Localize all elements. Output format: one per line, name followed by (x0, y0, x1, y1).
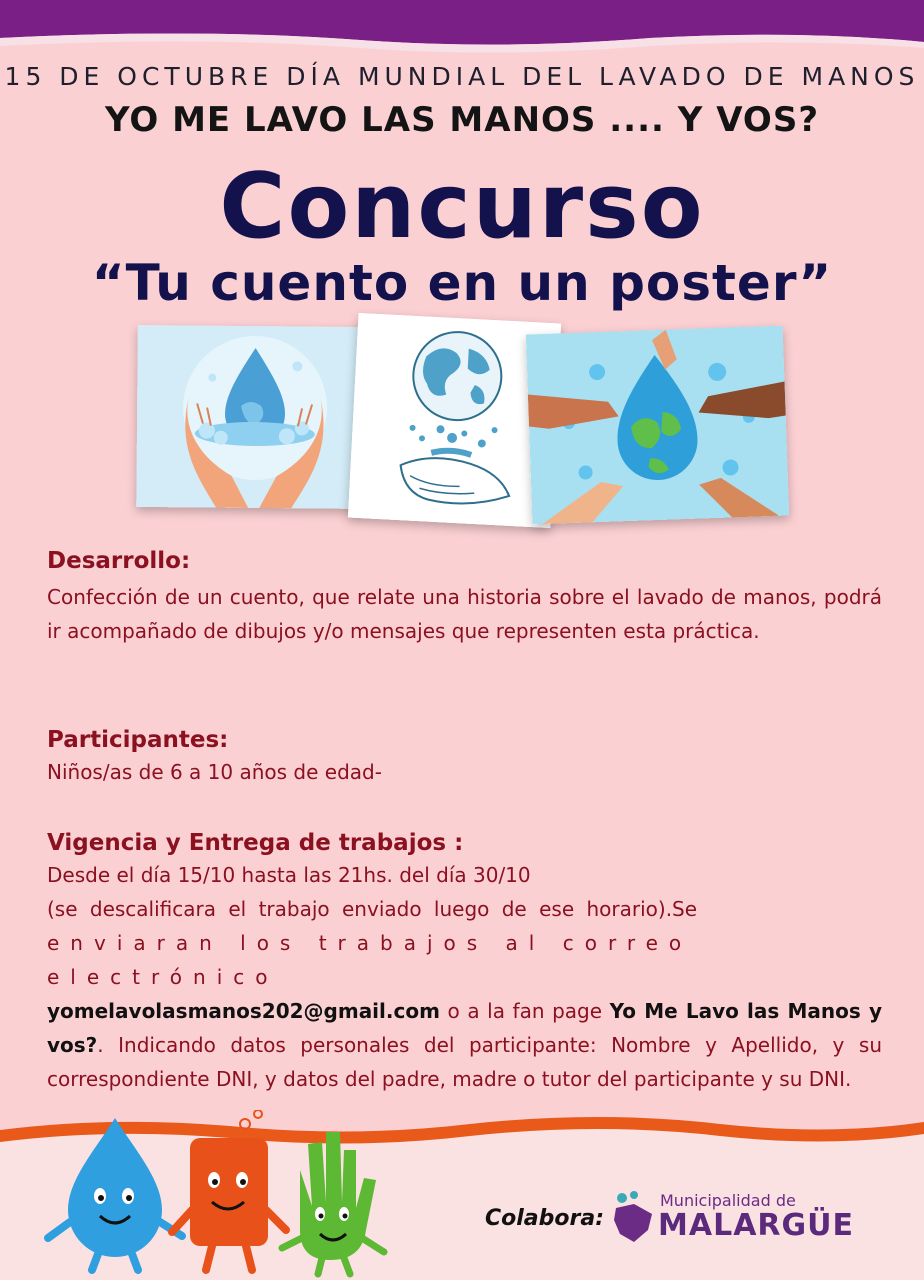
desarrollo-section (47, 548, 882, 648)
desarrollo-text: Confección de un cuento, que relate una historia sobre el lavado de manos, podrá ir acompañado de dibujos y/o mensajes que representen esta práctica. (47, 585, 882, 643)
participantes-heading: Participantes: (47, 727, 229, 753)
participantes-text: Niños/as de 6 a 10 años de edad- (47, 760, 382, 784)
top-band (0, 0, 924, 60)
municipalidad-logo (612, 1188, 872, 1248)
desarrollo-heading: Desarrollo: (47, 548, 191, 574)
vigencia-line-3: enviaran los trabajos al correo electrónico (47, 931, 693, 989)
logo-subtitle: Municipalidad de (660, 1191, 796, 1210)
vigencia-heading: Vigencia y Entrega de trabajos : (47, 830, 464, 856)
logo-title: MALARGÜE (658, 1208, 854, 1243)
hands-around-earth-image (526, 326, 789, 525)
event-date-heading: 15 DE OCTUBRE DÍA MUNDIAL DEL LAVADO DE MANOS (4, 62, 920, 91)
participantes-section (47, 727, 882, 789)
page-subtitle: “Tu cuento en un poster” (91, 254, 833, 312)
vigencia-contact-paragraph (47, 994, 882, 1096)
vigencia-line-2: (se descalificara el trabajo enviado luego de ese horario).Se (47, 897, 698, 921)
vigencia-line-1: Desde el día 15/10 hasta las 21hs. del día 30/10 (47, 863, 531, 887)
contest-email-link[interactable]: yomelavolasmanos202@gmail.com (47, 999, 440, 1023)
closing-instructions-text: . Indicando datos personales del participante: Nombre y Apellido, y su correspondiente DNI, y datos del padre, madre o tutor del participante y su DNI. (47, 1033, 882, 1091)
municipality-emblem-icon (612, 1190, 656, 1246)
hands-water-drop-image (136, 325, 373, 509)
slogan: YO ME LAVO LAS MANOS .... Y VOS? (104, 100, 820, 140)
page-title: Concurso (219, 154, 705, 259)
fanpage-name-link[interactable]: Yo Me Lavo las Manos y vos? (47, 999, 883, 1057)
fanpage-intro-text: o a la fan page (439, 999, 610, 1023)
colabora-label: Colabora: (485, 1206, 605, 1231)
vigencia-section (47, 830, 882, 1096)
